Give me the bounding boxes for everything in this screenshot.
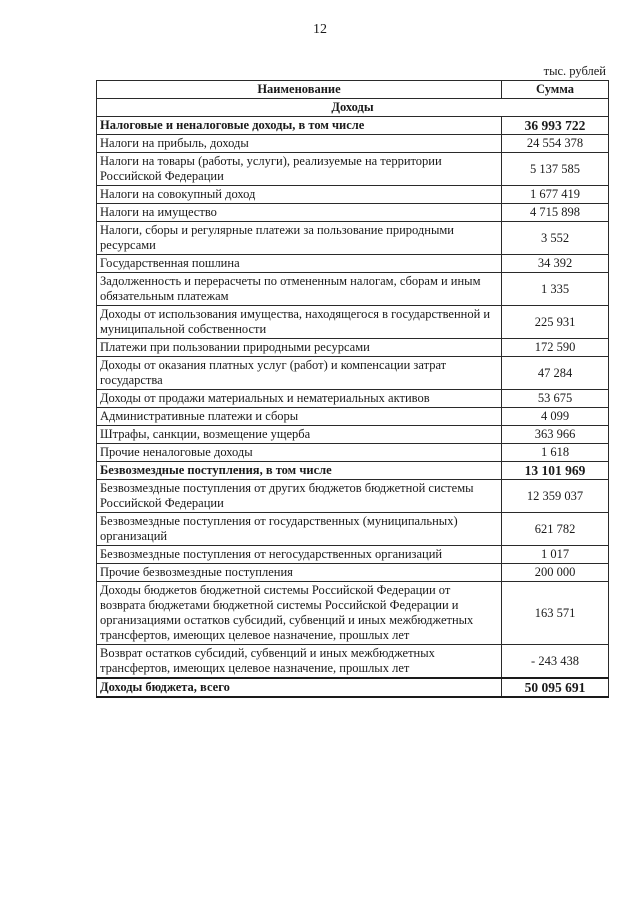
row-amount-cell: 34 392 bbox=[502, 255, 609, 273]
table-row bbox=[97, 339, 609, 357]
table-row bbox=[97, 645, 609, 679]
row-name-cell: Платежи при пользовании природными ресурсами bbox=[97, 339, 502, 357]
table-row bbox=[97, 255, 609, 273]
row-name-cell: Доходы бюджетов бюджетной системы Российской Федерации от возврата бюджетами бюджетной системы Российской Федерации и организациями остатков субсидий, субвенций и иных межбюджетных трансфертов, имеющих целевое назначение, прошлых лет bbox=[97, 582, 502, 645]
row-name-cell: Безвозмездные поступления, в том числе bbox=[97, 462, 502, 480]
row-name-cell: Возврат остатков субсидий, субвенций и иных межбюджетных трансфертов, имеющих целевое назначение, прошлых лет bbox=[97, 645, 502, 679]
row-name-cell: Доходы от оказания платных услуг (работ) и компенсации затрат государства bbox=[97, 357, 502, 390]
row-name-cell: Доходы от использования имущества, находящегося в государственной и муниципальной собственности bbox=[97, 306, 502, 339]
table-total-row bbox=[97, 678, 609, 697]
row-amount-cell: 12 359 037 bbox=[502, 480, 609, 513]
table-row bbox=[97, 135, 609, 153]
row-name-cell: Доходы от продажи материальных и нематериальных активов bbox=[97, 390, 502, 408]
row-amount-cell: 200 000 bbox=[502, 564, 609, 582]
table-header-row bbox=[97, 81, 609, 99]
table-row bbox=[97, 306, 609, 339]
row-name-cell: Налоги на совокупный доход bbox=[97, 186, 502, 204]
table-row bbox=[97, 426, 609, 444]
row-name-cell: Налоговые и неналоговые доходы, в том числе bbox=[97, 117, 502, 135]
total-name-cell: Доходы бюджета, всего bbox=[97, 678, 502, 697]
row-name-cell: Штрафы, санкции, возмещение ущерба bbox=[97, 426, 502, 444]
budget-revenue-table bbox=[96, 80, 609, 698]
row-amount-cell: 36 993 722 bbox=[502, 117, 609, 135]
row-name-cell: Безвозмездные поступления от государственных (муниципальных) организаций bbox=[97, 513, 502, 546]
table-row bbox=[97, 204, 609, 222]
table-row bbox=[97, 186, 609, 204]
row-amount-cell: 1 677 419 bbox=[502, 186, 609, 204]
row-amount-cell: 13 101 969 bbox=[502, 462, 609, 480]
row-name-cell: Прочие безвозмездные поступления bbox=[97, 564, 502, 582]
table-row bbox=[97, 513, 609, 546]
budget-table-body bbox=[97, 81, 609, 698]
row-name-cell: Административные платежи и сборы bbox=[97, 408, 502, 426]
table-row bbox=[97, 357, 609, 390]
row-name-cell: Безвозмездные поступления от других бюджетов бюджетной системы Российской Федерации bbox=[97, 480, 502, 513]
page-number: 12 bbox=[313, 22, 327, 37]
units-label: тыс. рублей bbox=[543, 64, 606, 78]
table-row-subtotal bbox=[97, 117, 609, 135]
row-amount-cell: 53 675 bbox=[502, 390, 609, 408]
table-row bbox=[97, 564, 609, 582]
row-name-cell: Налоги на товары (работы, услуги), реализуемые на территории Российской Федерации bbox=[97, 153, 502, 186]
row-name-cell: Прочие неналоговые доходы bbox=[97, 444, 502, 462]
table-row bbox=[97, 390, 609, 408]
row-amount-cell: 5 137 585 bbox=[502, 153, 609, 186]
row-amount-cell: 1 618 bbox=[502, 444, 609, 462]
row-amount-cell: 1 017 bbox=[502, 546, 609, 564]
row-amount-cell: 363 966 bbox=[502, 426, 609, 444]
header-name-cell: Наименование bbox=[97, 81, 502, 99]
row-amount-cell: - 243 438 bbox=[502, 645, 609, 679]
table-row bbox=[97, 222, 609, 255]
table-row-subtotal bbox=[97, 462, 609, 480]
row-amount-cell: 225 931 bbox=[502, 306, 609, 339]
row-amount-cell: 1 335 bbox=[502, 273, 609, 306]
table-row bbox=[97, 444, 609, 462]
row-amount-cell: 621 782 bbox=[502, 513, 609, 546]
row-amount-cell: 47 284 bbox=[502, 357, 609, 390]
row-name-cell: Государственная пошлина bbox=[97, 255, 502, 273]
row-name-cell: Налоги на прибыль, доходы bbox=[97, 135, 502, 153]
total-amount-cell: 50 095 691 bbox=[502, 678, 609, 697]
row-amount-cell: 4 099 bbox=[502, 408, 609, 426]
row-name-cell: Безвозмездные поступления от негосударственных организаций bbox=[97, 546, 502, 564]
table-row bbox=[97, 480, 609, 513]
table-row bbox=[97, 273, 609, 306]
section-title-row bbox=[97, 99, 609, 117]
table-row bbox=[97, 546, 609, 564]
row-name-cell: Налоги, сборы и регулярные платежи за пользование природными ресурсами bbox=[97, 222, 502, 255]
row-amount-cell: 172 590 bbox=[502, 339, 609, 357]
row-amount-cell: 24 554 378 bbox=[502, 135, 609, 153]
row-name-cell: Налоги на имущество bbox=[97, 204, 502, 222]
row-amount-cell: 163 571 bbox=[502, 582, 609, 645]
table-row bbox=[97, 153, 609, 186]
row-amount-cell: 4 715 898 bbox=[502, 204, 609, 222]
table-row bbox=[97, 582, 609, 645]
header-amount-cell: Сумма bbox=[502, 81, 609, 99]
row-name-cell: Задолженность и перерасчеты по отмененным налогам, сборам и иным обязательным платежам bbox=[97, 273, 502, 306]
table-row bbox=[97, 408, 609, 426]
section-title-cell: Доходы bbox=[97, 99, 609, 117]
row-amount-cell: 3 552 bbox=[502, 222, 609, 255]
